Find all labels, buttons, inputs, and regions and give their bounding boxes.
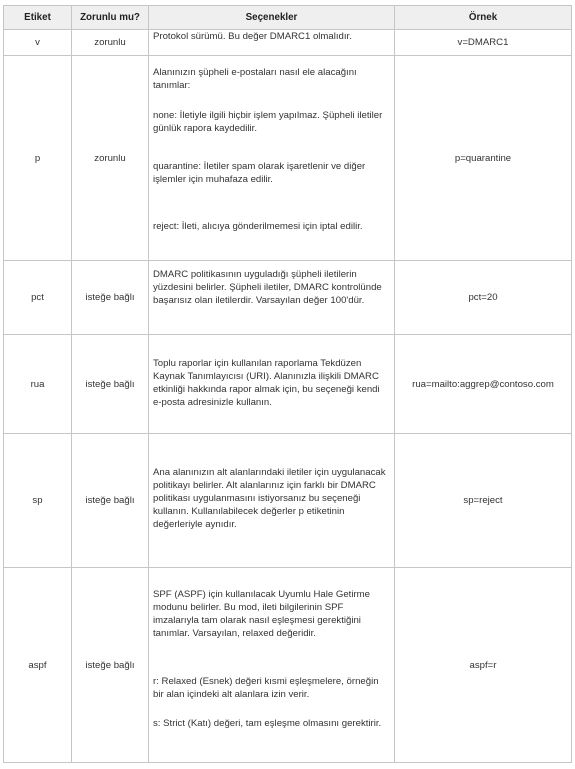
option-none: none: İletiyle ilgili hiçbir işlem yapılmaz. Şüpheli iletiler günlük rapora kaydedilir. <box>153 110 383 134</box>
tag-cell: v <box>4 30 72 56</box>
dmarc-tag-table-container <box>3 5 572 763</box>
required-cell: zorunlu <box>72 30 149 56</box>
tag-cell: pct <box>4 261 72 335</box>
required-cell: isteğe bağlı <box>72 434 149 568</box>
tag-cell: rua <box>4 335 72 434</box>
options-cell <box>149 568 395 763</box>
example-cell: pct=20 <box>395 261 572 335</box>
example-cell: v=DMARC1 <box>395 30 572 56</box>
table-header-row <box>4 6 572 30</box>
options-text: Alanınızın şüpheli e-postaları nasıl ele alacağını tanımlar: <box>153 67 357 91</box>
required-cell: zorunlu <box>72 56 149 261</box>
dmarc-tag-table <box>3 5 572 763</box>
options-cell <box>149 56 395 261</box>
table-row <box>4 434 572 568</box>
option-quarantine: quarantine: İletiler spam olarak işaretlenir ve diğer işlemler için muhafaza edilir. <box>153 161 366 185</box>
table-row <box>4 261 572 335</box>
options-text: Toplu raporlar için kullanılan raporlama Tekdüzen Kaynak Tanımlayıcısı (URI). Alanınızla ilişkili DMARC etkinliği hakkında rapor almak için, bu seçeneği kendi e-posta adresinizle kullanın. <box>153 358 380 408</box>
required-cell: isteğe bağlı <box>72 261 149 335</box>
required-cell: isteğe bağlı <box>72 335 149 434</box>
options-text: SPF (ASPF) için kullanılacak Uyumlu Hale Getirme modunu belirler. Bu mod, ileti bilgilerinin SPF imzalarıyla tam olarak nasıl eşleşmesi gerektiğini tanımlar. Varsayılan, relaxed değeridir. <box>153 589 370 639</box>
example-cell: p=quarantine <box>395 56 572 261</box>
options-text: Protokol sürümü. Bu değer DMARC1 olmalıdır. <box>153 31 352 42</box>
table-row <box>4 30 572 56</box>
option-strict: s: Strict (Katı) değeri, tam eşleşme olmasını gerektirir. <box>153 718 382 729</box>
table-row <box>4 335 572 434</box>
required-cell: isteğe bağlı <box>72 568 149 763</box>
table-row <box>4 568 572 763</box>
options-cell <box>149 335 395 434</box>
header-required: Zorunlu mu? <box>72 6 149 30</box>
options-cell <box>149 30 395 56</box>
options-text: DMARC politikasının uyguladığı şüpheli iletilerin yüzdesini belirler. Şüpheli iletiler, DMARC kontrolünde başarısız olan iletilerdir. Varsayılan değer 100'dür. <box>153 269 382 306</box>
options-text: Ana alanınızın alt alanlarındaki iletiler için uygulanacak politikayı belirler. Alt alanlarınız için farklı bir DMARC politikası uygulanmasını istiyorsanız bu seçeneği kullanın. Kullanılabilecek değerler p etiketinin değerleriyle aynıdır. <box>153 467 386 530</box>
options-cell <box>149 434 395 568</box>
option-relaxed: r: Relaxed (Esnek) değeri kısmi eşleşmelere, örneğin bir alan içindeki alt alanlara izin verir. <box>153 676 379 700</box>
header-tag: Etiket <box>4 6 72 30</box>
table-row <box>4 56 572 261</box>
header-options: Seçenekler <box>149 6 395 30</box>
header-example: Örnek <box>395 6 572 30</box>
tag-cell: aspf <box>4 568 72 763</box>
tag-cell: sp <box>4 434 72 568</box>
example-cell: sp=reject <box>395 434 572 568</box>
example-cell: rua=mailto:aggrep@contoso.com <box>395 335 572 434</box>
option-reject: reject: İleti, alıcıya gönderilmemesi için iptal edilir. <box>153 221 363 232</box>
example-cell: aspf=r <box>395 568 572 763</box>
options-cell <box>149 261 395 335</box>
tag-cell: p <box>4 56 72 261</box>
